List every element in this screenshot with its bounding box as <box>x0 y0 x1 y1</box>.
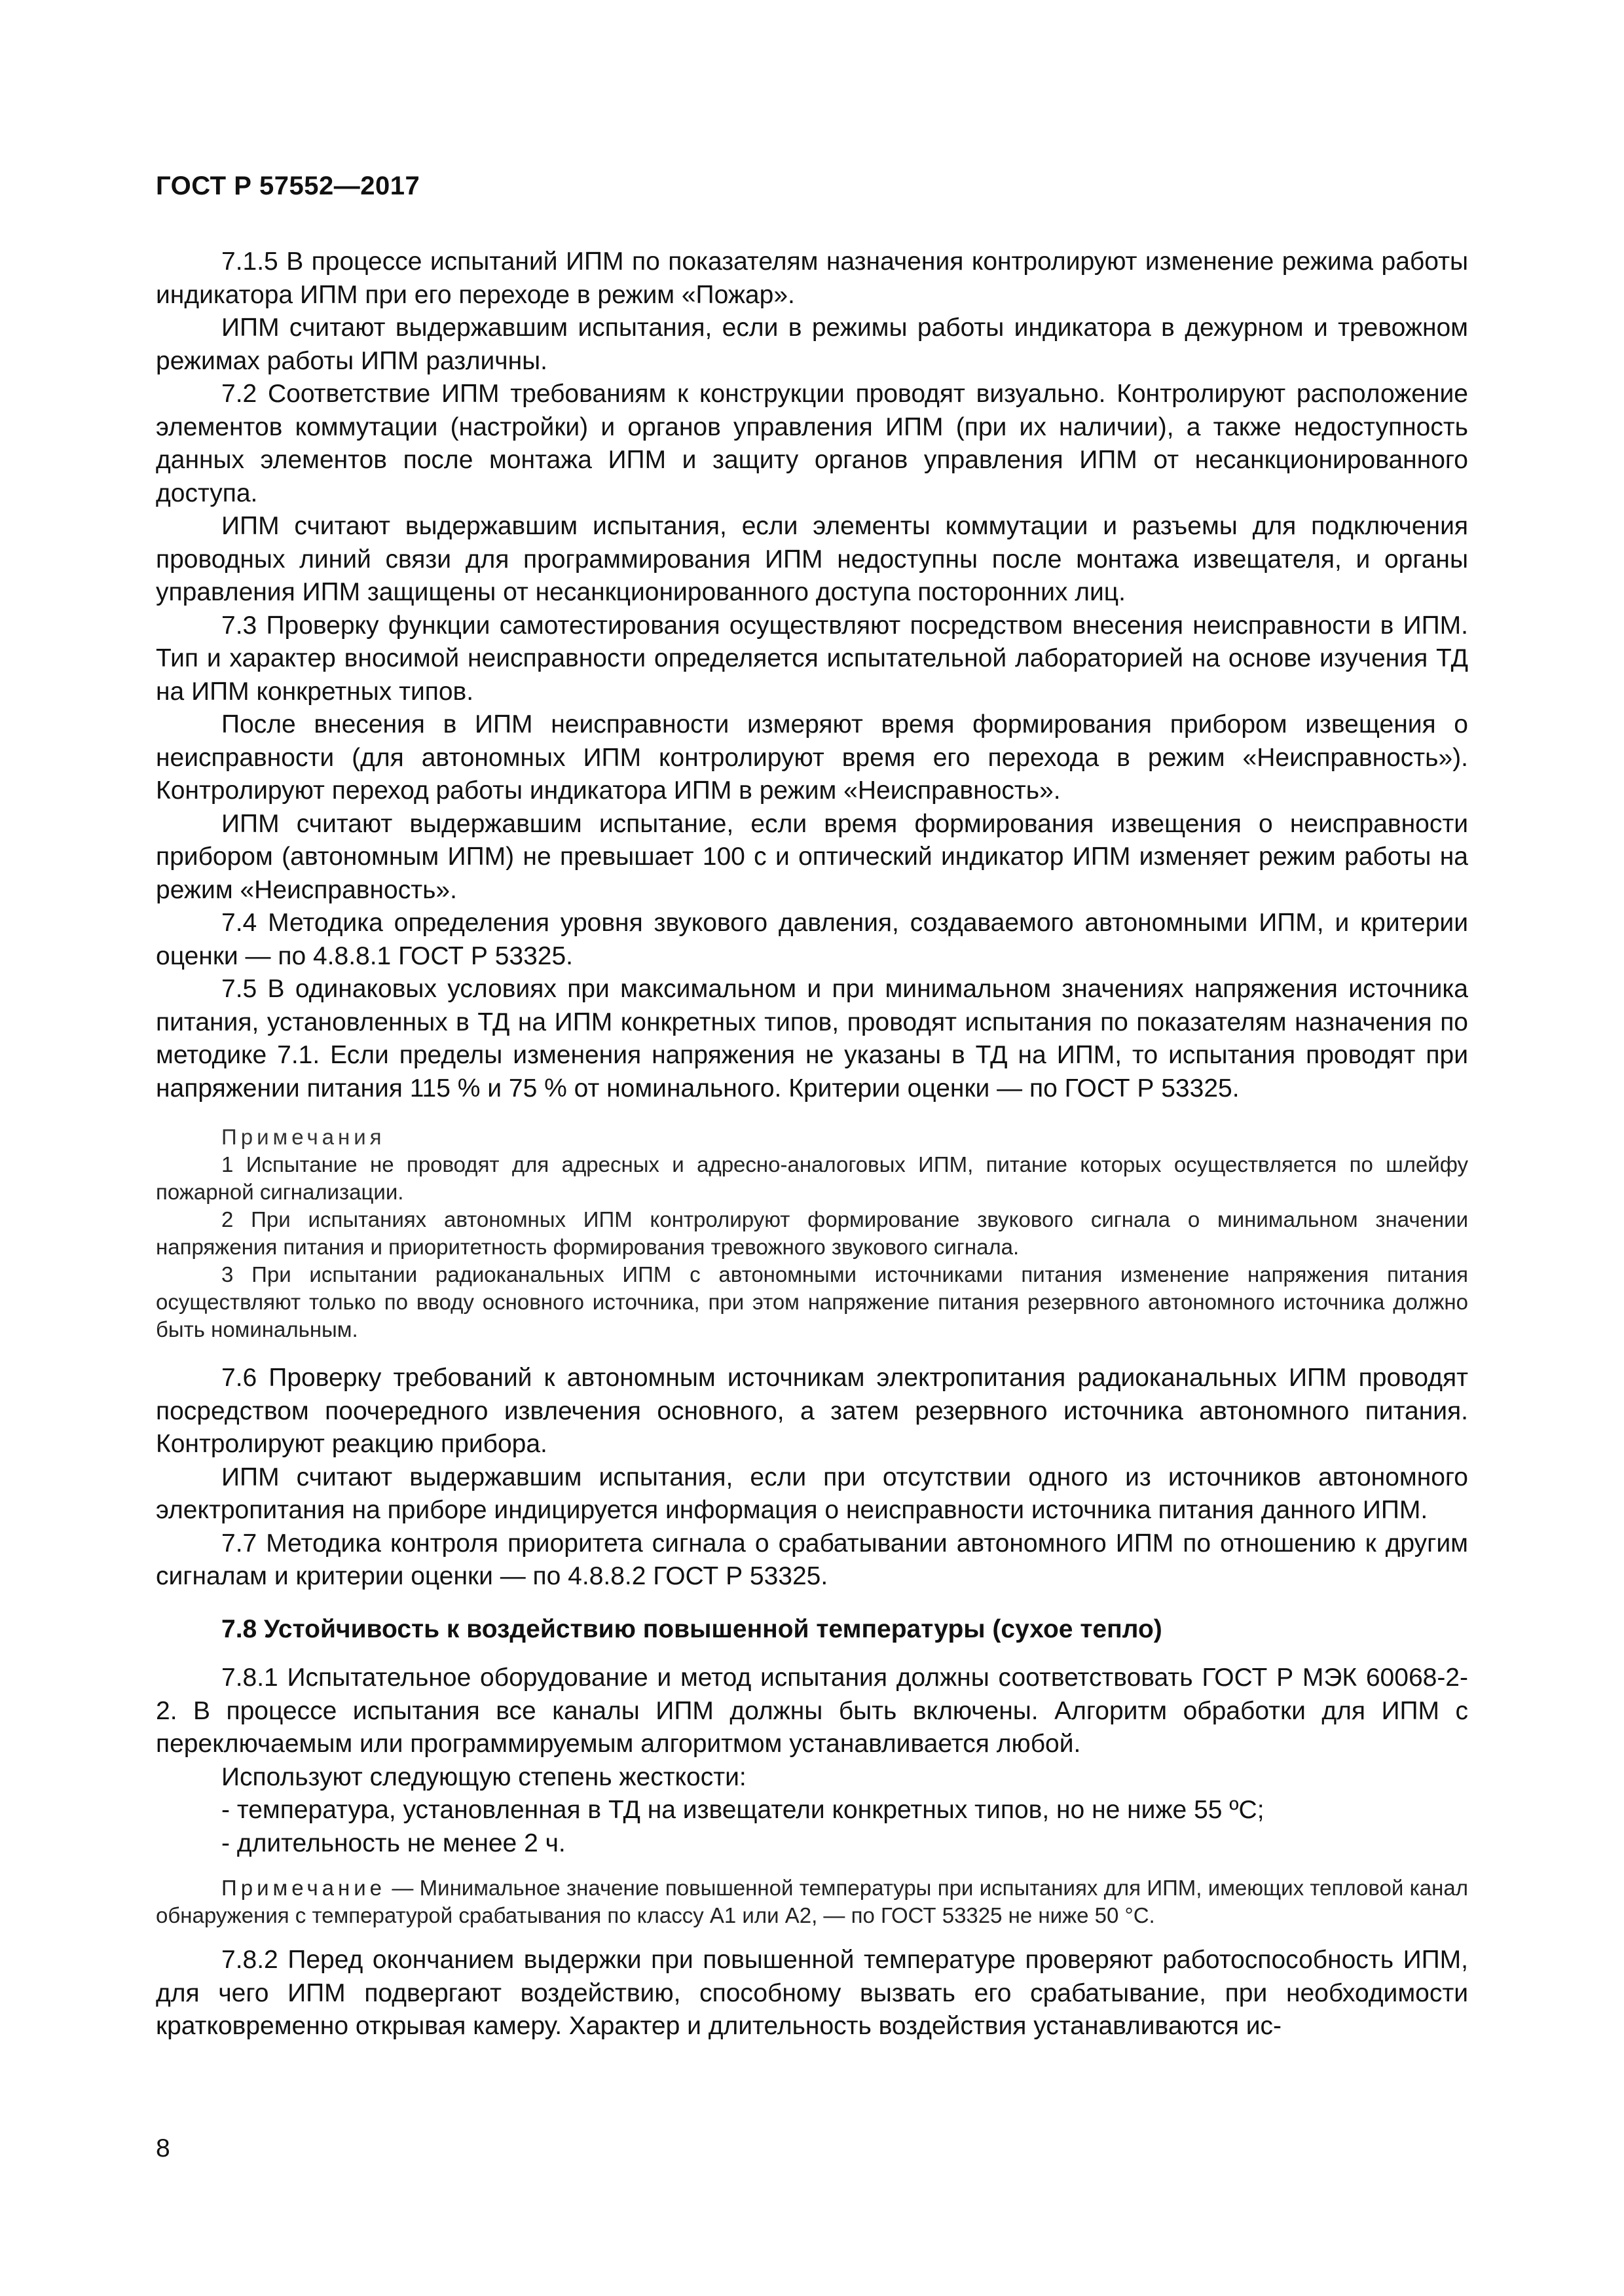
paragraph-7-5: 7.5 В одинаковых условиях при максимальном и при минимальном значениях напряжения источника питания, установленных в ТД на ИПМ конкретных типов, проводят испытания по показателям назначения по методике 7.1. Если пределы изменения напряжения не указаны в ТД на ИПМ, то испытания проводят при напряжении питания 115 % и 75 % от номинального. Критерии оценки — по ГОСТ Р 53325. <box>156 975 1468 1102</box>
single-note <box>156 1874 1468 1929</box>
page-number: 8 <box>156 2134 170 2162</box>
paragraph-7-3-criteria: ИПМ считают выдержавшим испытание, если время формирования извещения о неисправности прибором (автономным ИПМ) не превышает 100 с и оптический индикатор ИПМ изменяет режим работы на режим «Неисправность». <box>156 809 1468 904</box>
paragraph-7-1-5-criteria: ИПМ считают выдержавшим испытания, если в режимы работы индикатора в дежурном и тревожном режимах работы ИПМ различны. <box>156 314 1468 375</box>
paragraph-7-7: 7.7 Методика контроля приоритета сигнала о срабатывании автономного ИПМ по отношению к другим сигналам и критерии оценки — по 4.8.8.2 ГОСТ Р 53325. <box>156 1529 1468 1590</box>
paragraph-7-6: 7.6 Проверку требований к автономным источникам электропитания радиоканальных ИПМ проводят посредством поочередного извлечения основного, а затем резервного источника автономного питания. Контролируют реакцию прибора. <box>156 1364 1468 1458</box>
paragraph-7-8-1: 7.8.1 Испытательное оборудование и метод испытания должны соответствовать ГОСТ Р МЭК 60068-2-2. В процессе испытания все каналы ИПМ должны быть включены. Алгоритм обработки для ИПМ с переключаемым или программируемым алгоритмом устанавливается любой. <box>156 1664 1468 1758</box>
document-body <box>156 246 1468 2043</box>
paragraph-7-6-criteria: ИПМ считают выдержавшим испытания, если при отсутствии одного из источников автономного электропитания на приборе индицируется информация о неисправности источника питания данного ИПМ. <box>156 1463 1468 1524</box>
note-item: 1 Испытание не проводят для адресных и адресно-аналоговых ИПМ, питание которых осуществляется по шлейфу пожарной сигнализации. <box>156 1152 1468 1204</box>
note-text: — Минимальное значение повышенной температуры при испытаниях для ИПМ, имеющих тепловой канал обнаружения с температурой срабатывания по классу А1 или А2, — по ГОСТ 53325 не ниже 50 °С. <box>156 1876 1468 1927</box>
paragraph-7-2: 7.2 Соответствие ИПМ требованиям к конструкции проводят визуально. Контролируют расположение элементов коммутации (настройки) и органов управления ИПМ (при их наличии), а также недоступность данных элементов после монтажа ИПМ и защиту органов управления ИПМ от несанкционированного доступа. <box>156 380 1468 507</box>
severity-list-item: - длительность не менее 2 ч. <box>221 1829 566 1857</box>
note-item: 3 При испытании радиоканальных ИПМ с автономными источниками питания изменение напряжения питания осуществляют только по вводу основного источника, при этом напряжение питания резервного автономного источника должно быть номинальным. <box>156 1262 1468 1341</box>
note-label: Примечание <box>221 1876 386 1900</box>
document-header: ГОСТ Р 57552—2017 <box>156 172 420 200</box>
section-heading-7-8: 7.8 Устойчивость к воздействию повышенной температуры (сухое тепло) <box>221 1614 1162 1643</box>
paragraph-7-4: 7.4 Методика определения уровня звукового давления, создаваемого автономными ИПМ, и критерии оценки — по 4.8.8.1 ГОСТ Р 53325. <box>156 909 1468 970</box>
paragraph-7-3-measurement: После внесения в ИПМ неисправности измеряют время формирования прибором извещения о неисправности (для автономных ИПМ контролируют время его перехода в режим «Неисправность»). Контролируют переход работы индикатора ИПМ в режим «Неисправность». <box>156 710 1468 805</box>
note-item: 2 При испытаниях автономных ИПМ контролируют формирование звукового сигнала о минимальном значении напряжения питания и приоритетность формирования тревожного звукового сигнала. <box>156 1207 1468 1259</box>
paragraph-7-1-5: 7.1.5 В процессе испытаний ИПМ по показателям назначения контролируют изменение режима работы индикатора ИПМ при его переходе в режим «Пожар». <box>156 247 1468 309</box>
severity-list-item: - температура, установленная в ТД на извещатели конкретных типов, но не ниже 55 ºС; <box>221 1796 1264 1824</box>
paragraph-7-8-2: 7.8.2 Перед окончанием выдержки при повышенной температуре проверяют работоспособность ИПМ, для чего ИПМ подвергают воздействию, способному вызвать его срабатывание, при необходимости кратковременно открывая камеру. Характер и длительность воздействия устанавливаются ис- <box>156 1946 1468 2040</box>
notes-block <box>156 1123 1468 1343</box>
paragraph-7-2-criteria: ИПМ считают выдержавшим испытания, если элементы коммутации и разъемы для подключения проводных линий связи для программирования ИПМ недоступны после монтажа извещателя, и органы управления ИПМ защищены от несанкционированного доступа посторонних лиц. <box>156 512 1468 606</box>
paragraph-7-8-1-severity: Используют следующую степень жесткости: <box>221 1762 747 1791</box>
notes-heading: Примечания <box>221 1125 386 1149</box>
paragraph-7-3: 7.3 Проверку функции самотестирования осуществляют посредством внесения неисправности в ИПМ. Тип и характер вносимой неисправности определяется испытательной лабораторией на основе изучения ТД на ИПМ конкретных типов. <box>156 611 1468 706</box>
